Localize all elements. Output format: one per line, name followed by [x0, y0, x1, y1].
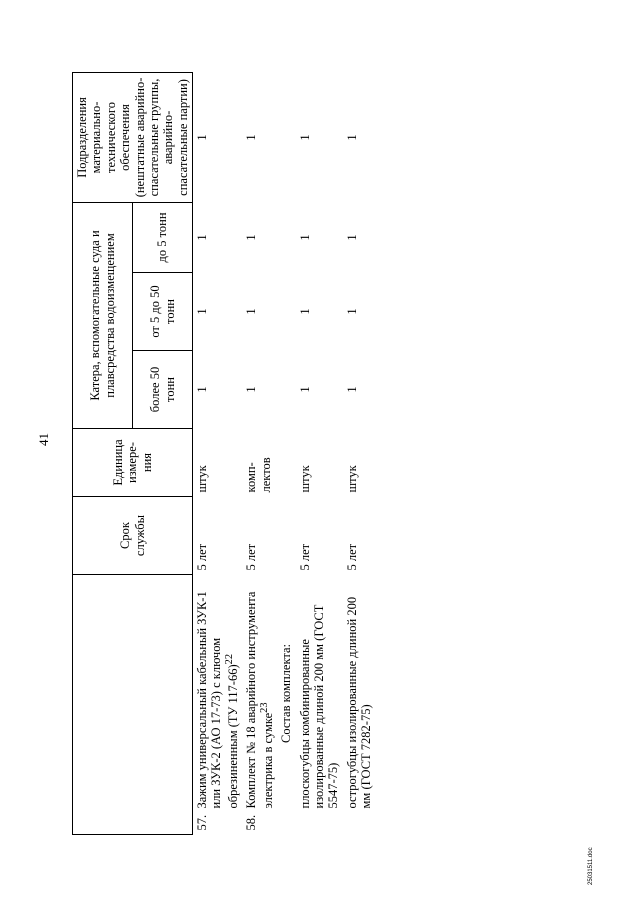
- item-name: Комплект № 18 аварийного инструмента электрика в сумке$^{23}$: [244, 591, 275, 809]
- service-life: 5 лет: [344, 543, 359, 571]
- qty-up-to-5: 1: [344, 234, 359, 241]
- qty-logistics: 1: [195, 134, 209, 141]
- row-number: [343, 813, 376, 835]
- service-life: 5 лет: [244, 543, 259, 571]
- row-number: 57.: [195, 814, 209, 831]
- qty-more-50: 1: [344, 386, 359, 393]
- header-boats-group: Катера, вспомогательные суда и плавсредства водоизмещением: [73, 202, 133, 428]
- document-id: 25031511.doc: [588, 847, 594, 885]
- qty-up-to-5: 1: [244, 234, 259, 241]
- kit-contents-subheading: Состав комплекта:: [279, 643, 294, 744]
- header-item: [73, 575, 193, 835]
- header-service-life: Срок службы: [73, 497, 193, 575]
- service-life: 5 лет: [195, 543, 209, 571]
- qty-up-to-5: 1: [297, 234, 312, 241]
- table-row: [242, 72, 277, 834]
- table-row: [296, 72, 343, 834]
- unit: штук: [195, 465, 209, 493]
- service-life: 5 лет: [297, 543, 312, 571]
- qty-more-50: 1: [297, 386, 312, 393]
- header-logistics: Подразделения материально-технического обеспечения (нештатные аварийно-спасательные группы, аварийно-спасательные партии): [73, 72, 193, 202]
- header-up-to-5: до 5 тонн: [133, 202, 193, 272]
- table-row: [343, 72, 376, 834]
- row-number: 58.: [244, 814, 259, 831]
- qty-more-50: 1: [195, 386, 209, 393]
- header-more-50: более 50 тонн: [133, 351, 193, 429]
- equipment-table: [72, 72, 375, 835]
- footnote-ref: 23: [258, 702, 270, 713]
- item-name: острогубцы изолированные длиной 200 мм (ГОСТ 7282-75): [344, 596, 374, 809]
- unit: комп-лектов: [244, 457, 273, 493]
- unit: штук: [344, 465, 359, 493]
- qty-up-to-5: 1: [195, 234, 209, 241]
- item-name: плоскогубцы комбинированные изолированные длиной 200 мм (ГОСТ 5547-75): [297, 604, 341, 809]
- page-number: 41: [36, 433, 51, 446]
- qty-5-to-50: 1: [195, 308, 209, 315]
- header-unit: Единица измере-ния: [73, 429, 193, 497]
- unit: штук: [297, 465, 312, 493]
- table-subheading-row: [277, 72, 295, 834]
- footnote-ref: 22: [223, 653, 235, 665]
- qty-more-50: 1: [244, 386, 259, 393]
- table-row: [193, 72, 243, 834]
- qty-logistics: 1: [297, 134, 312, 141]
- qty-5-to-50: 1: [344, 308, 359, 315]
- qty-5-to-50: 1: [244, 308, 259, 315]
- item-name: Зажим универсальный кабельный ЗУК-1 или ЗУК-2 (АО 17-73) с ключом обрезиненным (ТУ 117-66)$^{22}$: [195, 591, 240, 809]
- qty-logistics: 1: [344, 134, 359, 141]
- header-5-to-50: от 5 до 50 тонн: [133, 273, 193, 351]
- qty-logistics: 1: [244, 134, 259, 141]
- row-number: [296, 813, 343, 835]
- qty-5-to-50: 1: [297, 308, 312, 315]
